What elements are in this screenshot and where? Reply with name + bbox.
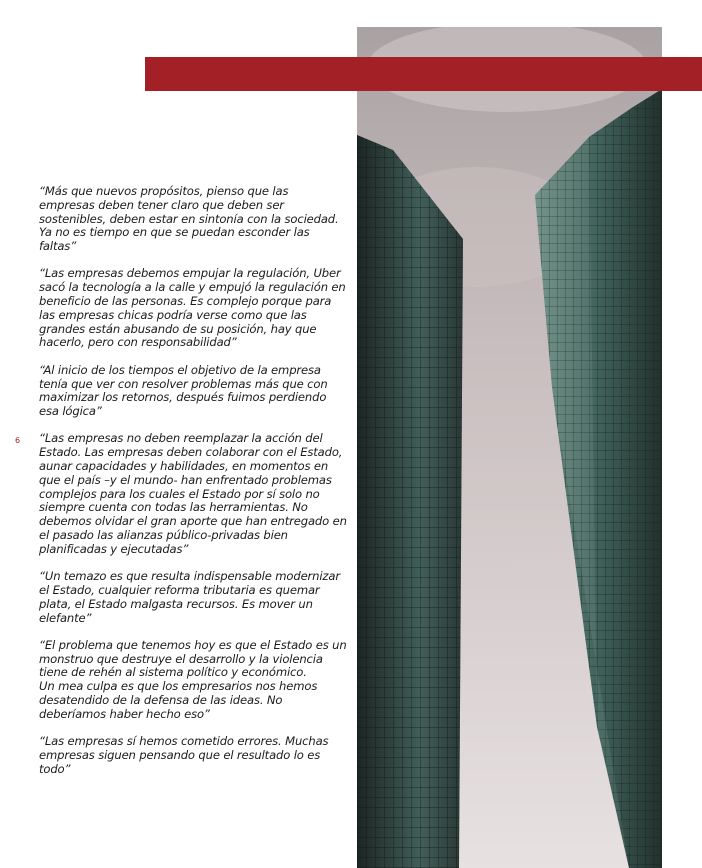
page-number: 6 [15, 436, 21, 445]
quote-1: “Más que nuevos propósitos, pienso que las empresas deben tener claro que deben ser sostenibles, deben estar en sintonía con la sociedad. Ya no es tiempo en que se puedan esconder las faltas” [39, 184, 339, 254]
quote-6: “El problema que tenemos hoy es que el Estado es un monstruo que destruye el desarrollo y la violencia tiene de rehén al sistema político y económico. Un mea culpa es que los empresarios nos hemos desatendido de la defensa de las ideas. No deberíamos haber hecho eso” [39, 637, 347, 721]
quote-4: “Las empresas no deben reemplazar la acción del Estado. Las empresas deben colaborar con el Estado, aunar capacidades y habilidades, en momentos en que el país –y el mundo- han enfrentado problemas complejos para los cuales el Estado por sí solo no siempre cuenta con todas las herramientas. No debemos olvidar el gran aporte que han entregado en el pasado las alianzas público-privadas bien planificadas y ejecutadas” [39, 431, 347, 556]
quote-3: “Al inicio de los tiempos el objetivo de la empresa tenía que ver con resolver problemas más que con maximizar los retornos, después fuimos perdiendo esa lógica” [39, 362, 328, 419]
quote-5: “Un temazo es que resulta indispensable modernizar el Estado, cualquier reforma tributaria es quemar plata, el Estado malgasta recursos. Es mover un elefante” [39, 569, 340, 625]
quotes-column [39, 185, 347, 790]
red-header-band [145, 57, 702, 91]
building-photo [357, 27, 662, 868]
quote-7: “Las empresas sí hemos cometido errores. Muchas empresas siguen pensando que el resultado lo es todo” [39, 734, 329, 776]
quote-2: “Las empresas debemos empujar la regulación, Uber sacó la tecnología a la calle y empujó la regulación en beneficio de las personas. Es complejo porque para las empresas chicas podría verse como que las grandes están abusando de su posición, hay que hacerlo, pero con responsabilidad” [39, 266, 346, 350]
